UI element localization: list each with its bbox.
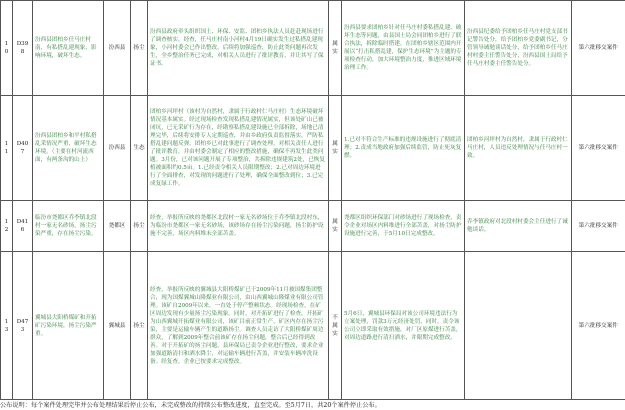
case-code: D407 xyxy=(13,96,33,201)
publication-note: 公布说明：每个案件处理完毕并公布处理结果后停止公布，未完成整改的持续公布整改进度，直至完成。至5月7日，共20个案件停止公布。 xyxy=(0,402,381,409)
accountability xyxy=(465,252,572,400)
row-number: 10 xyxy=(1,1,13,96)
county: 翼城县 xyxy=(104,252,131,400)
rectification-measures: 尧都区组织环保部门对砂场进行了现场检查，责令企业对场区内料堆进行全部苫盖，对扬尘防护设施进行完善，于5月10日完成整改。 xyxy=(342,201,465,252)
table-row xyxy=(1,201,625,252)
county: 汾西县 xyxy=(104,96,131,201)
case-code: D473 xyxy=(13,252,33,400)
complaint-content: 翼城县大阳桥煤矿和开拓矿污染环境，扬尘污染严重。 xyxy=(33,252,104,400)
county: 汾西县 xyxy=(104,1,131,96)
pollution-type: 生态 xyxy=(131,96,148,201)
row-number: 12 xyxy=(1,201,13,252)
row-number: 11 xyxy=(1,96,13,201)
pollution-type: 扬尘 xyxy=(131,201,148,252)
investigation-findings: 团柏乡河坪村（该村为自然村，隶属于行政村仁马庄村）生态环境破坏情况基本属实。经过现场检查发现私搭乱建情况属实，但该处矿山已被闭坑，已无采矿行为存在，经勘察私搭乱建设施已全部拆除，场地已清理完毕，后续将安排专人定期巡查，并由乡政府负责监督落实，严防私搭乱建问题反弹。团柏乡已对此事进行了调查处理，对相关责任人进行了批评教育，并由村委会制定了相应的整改措施，确保不再发生此类问题。3月份，已对该问题开展了专项整治，共拆除违规建筑2处，已恢复植被面积约0.5亩。1.已经责令相关人员限期整改；2.已对周边环境进行了全面排查，对发现的问题进行了处理，确保全面整改到位；3.已完成复绿工作。 xyxy=(148,96,329,201)
rectification-measures: 汾西县要求团柏乡针对任马庄村委私搭乱建、破坏生态等问题，由县国土局会同团柏乡进行了联合执法，拆除临时搭建，在团柏乡辖区范围内开展以“打击私搭乱建，保护生态环境”为主题的专项检查行动，加大环境整治力度，推进区域环境治理工作。 xyxy=(342,1,465,96)
batch-label: 第六批移交案件 xyxy=(572,252,625,400)
rectification-measures: 5月6日，翼城县环保局对该公司环境违法行为立案处理，罚款3万元经济处罚，同时，责令该公司立即采取有效措施，对厂区原煤进行苫盖，对周边道路进行清扫洒水，并限期完成整改。 xyxy=(342,252,465,400)
accountability: 团柏乡河坪村为自然村，隶属于行政村仁马庄村，人员违反处理情况与任马庄村一致。 xyxy=(465,96,572,201)
verdict: 属实 xyxy=(329,1,342,96)
verdict: 不属实 xyxy=(329,252,342,400)
complaint-content: 汾西县团柏乡任马庄村南，有私搭乱建现象，影响环境，破坏生态。 xyxy=(33,1,104,96)
pollution-type: 扬尘 xyxy=(131,1,148,96)
case-code: D398 xyxy=(13,1,33,96)
complaint-content: 临汾市尧都区乔李镇北段村一家无名砂场，扬尘污染严重，存在扬尘污染。 xyxy=(33,201,104,252)
verdict: 属实 xyxy=(329,96,342,201)
case-code: D416 xyxy=(13,201,33,252)
investigation-findings: 经查，举报所反映的尧都区北段村一家无名砂场位于乔李镇北段村东，为临汾市尧都区一家无名砂场，该砂场存在扬尘污染问题，扬尘防护设施不完善，场区内料堆未全部苫盖。 xyxy=(148,201,329,252)
complaint-content: 汾西县团柏乡和平村私搭乱采情况严重，破坏生态环境。（主要在村河流西面，有两条沟的山上） xyxy=(33,96,104,201)
accountability: 汾西县纪委给予团柏乡任马庄村党支部书记警告处分，给予团柏乡党委副书记，分管领导诫勉谈话处分，给予团柏乡任马庄村村委主任警告处分，汾西县国土局给予任马庄村委主任警告处分。 xyxy=(465,1,572,96)
county: 尧都区 xyxy=(104,201,131,252)
batch-label: 第六批移交案件 xyxy=(572,1,625,96)
accountability: 乔李镇政府对北段村村委会主任进行了诫勉谈话。 xyxy=(465,201,572,252)
rectification-measures: 1.已对不符合生产标准的违规设施进行了彻底清理；2.责成当地政府加强后续监管，防止死灰复燃。 xyxy=(342,96,465,201)
pollution-type: 扬尘 xyxy=(131,252,148,400)
investigation-findings: 经查，举报所反映的翼城县大阳桥煤矿已于2009年11月被国煤集团整合，现为国煤翼城山隆煤业有限公司，由山西翼城山隆煤业有限公司管理。该矿自2009年以来，一直处于停产整顿状态。经现场检查，在矿区周边发现有少量扬尘污染现象。同时，对开拓矿进行了检查，开拓矿为山西翼城开拓煤业有限公司，该矿目前正常生产，矿区内存在扬尘污染，主要是运输车辆产生的道路扬尘。调查人员走访了大阳桥煤矿周边群众，了解到2009年整合前该矿存在扬尘问题，整合后已经得到改善。对于开拓矿的扬尘问题，县环保局已责令企业进行整改，要求企业加强道路清扫和洒水降尘，对运输车辆进行苫盖，并安装车辆冲洗设备。经复查，企业已按要求完成整改。 xyxy=(148,252,329,400)
batch-label: 第六批移交案件 xyxy=(572,201,625,252)
row-number: 13 xyxy=(1,252,13,400)
table-row xyxy=(1,1,625,96)
investigation-findings: 汾西县政府牵头组织国土、环保、安监、团柏乡执法人员赶赴现场进行了调查核实。经查，任马庄村南小河村4月19日确实发生过私搭乱建现象，小河村委会已作出整改，后续将加强巡查，防止此类问题再次发生，全乡整治任务已完成，对相关人员进行了批评教育，并让其写了保证书。 xyxy=(148,1,329,96)
table-row xyxy=(1,96,625,201)
verdict: 属实 xyxy=(329,201,342,252)
table-row xyxy=(1,252,625,400)
batch-label: 第六批移交案件 xyxy=(572,96,625,201)
